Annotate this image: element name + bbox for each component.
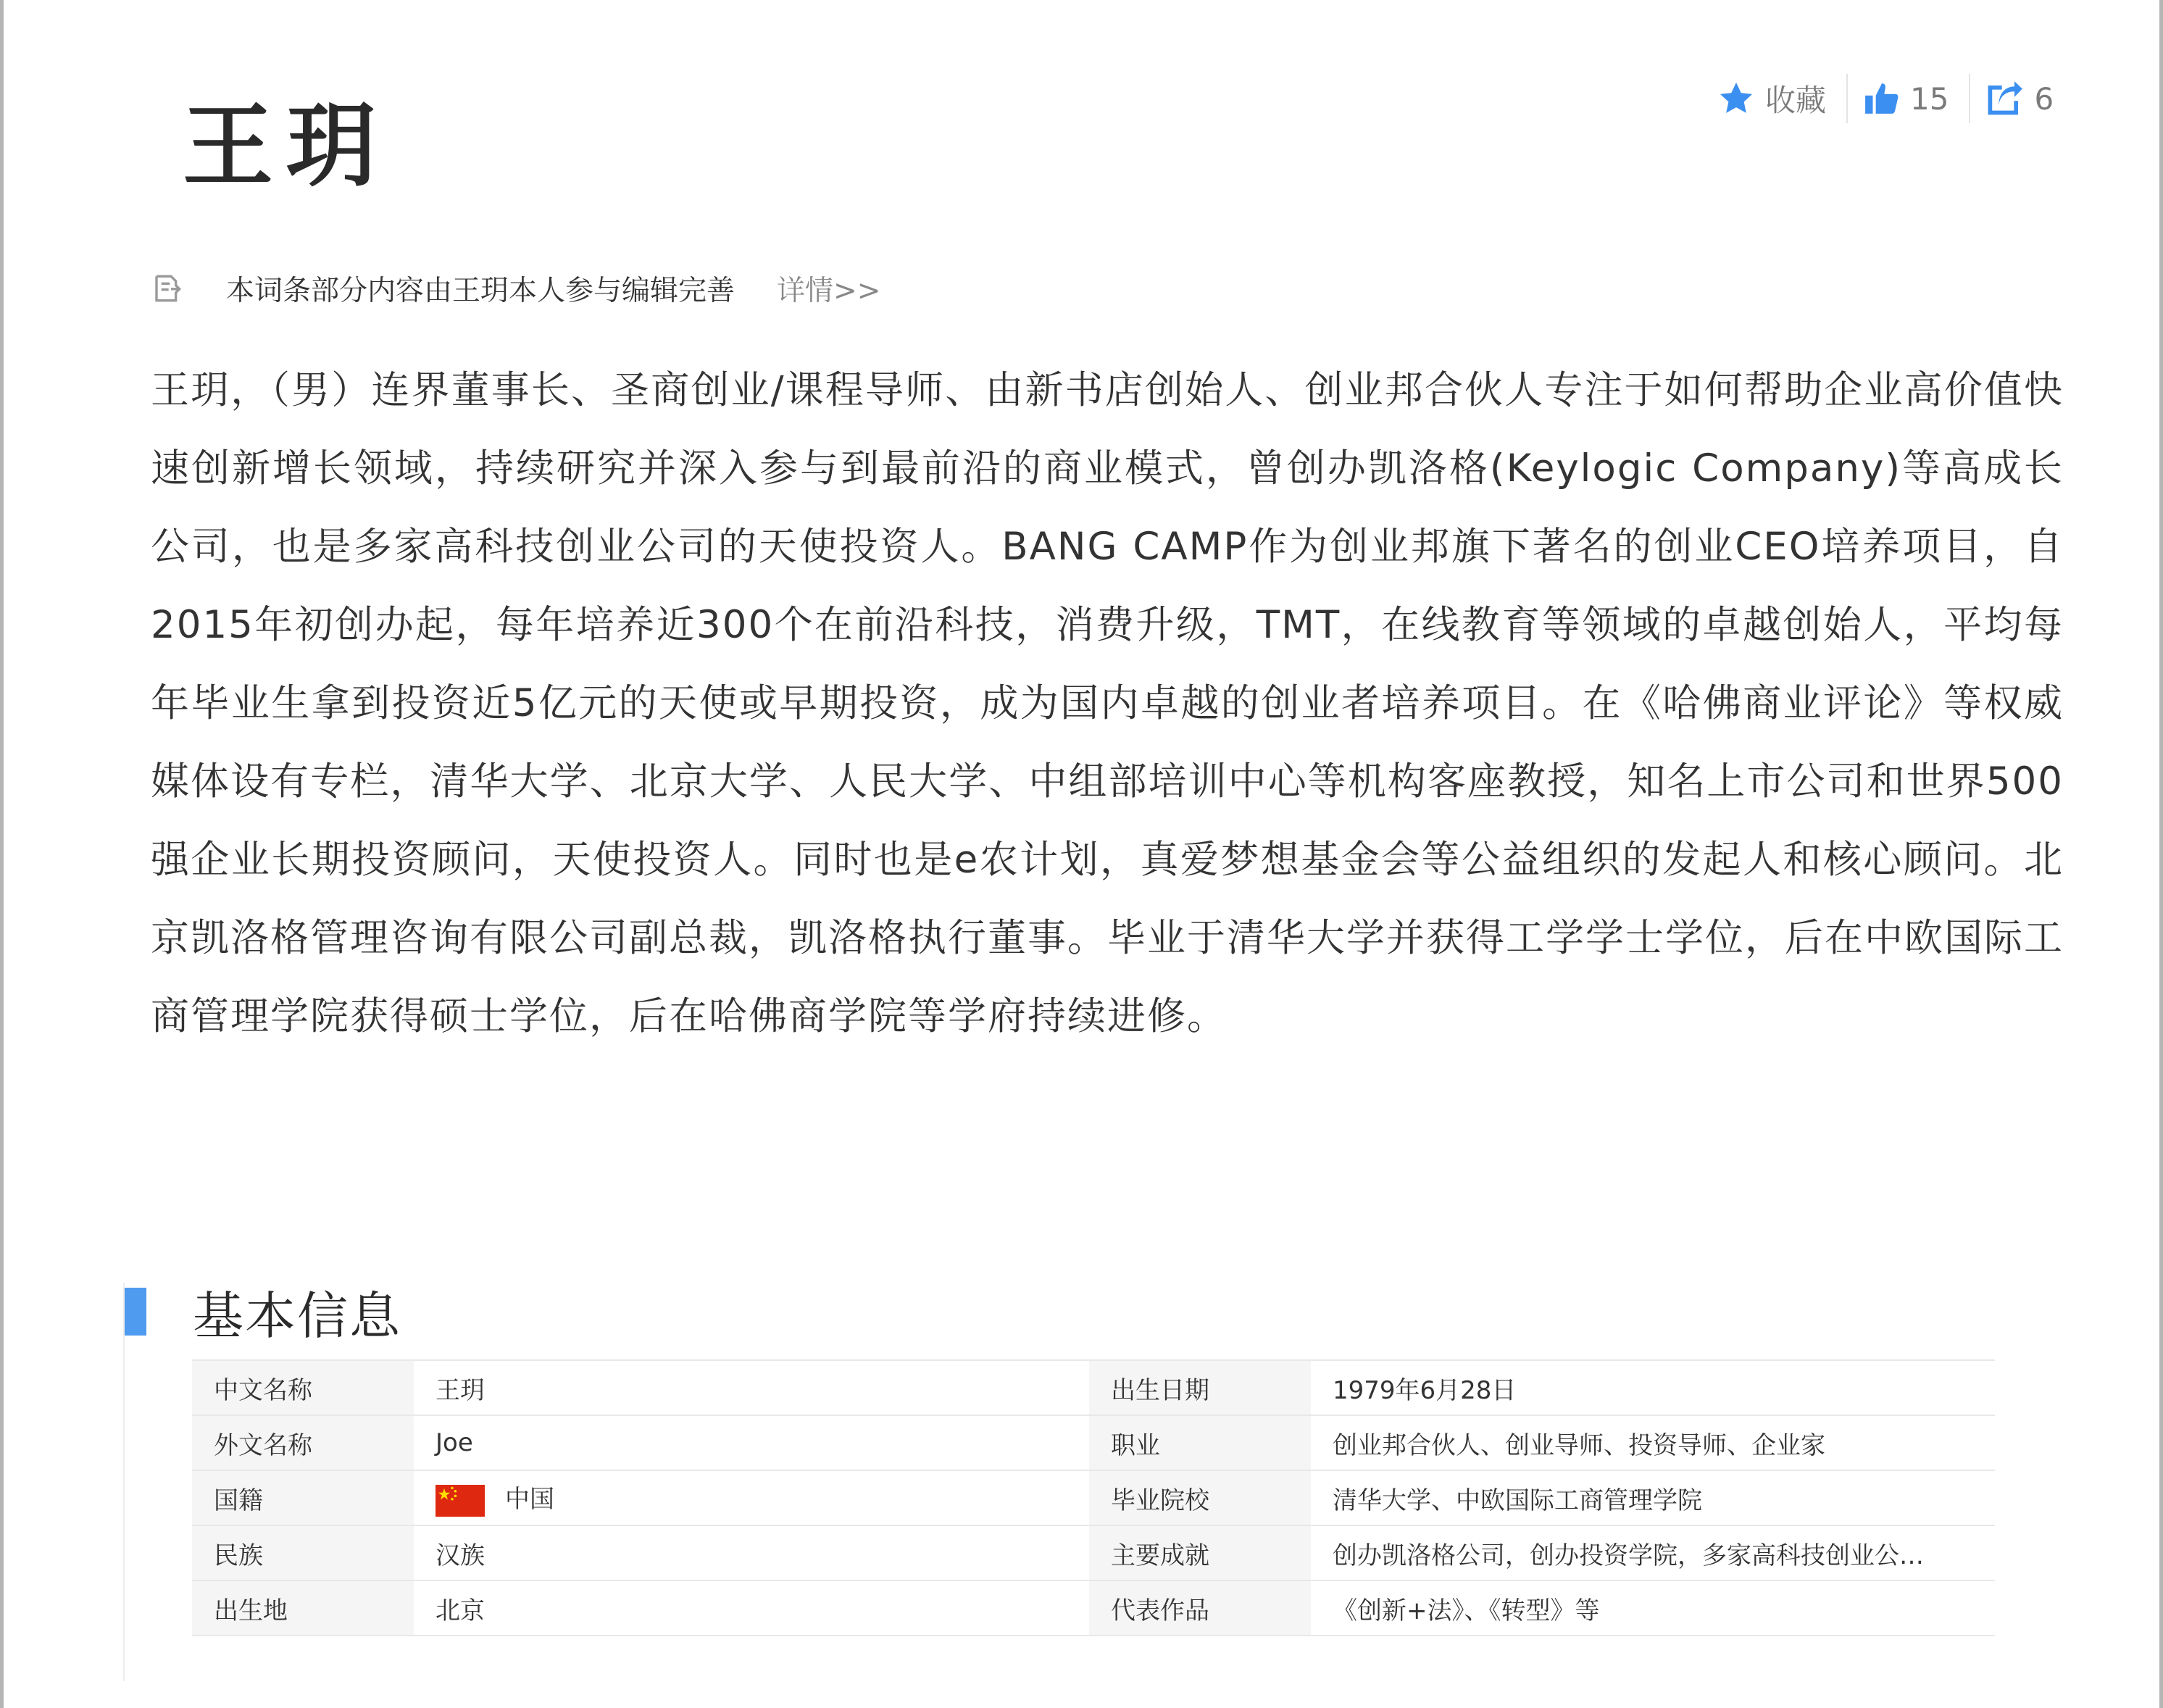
edit-note-text: 本词条部分内容由王玥本人参与编辑完善 bbox=[226, 275, 735, 307]
info-value bbox=[414, 1470, 1089, 1525]
favorite-button[interactable] bbox=[1717, 70, 1826, 128]
info-label: 职业 bbox=[1089, 1415, 1311, 1470]
nationality-value: 中国 bbox=[505, 1485, 554, 1515]
panel-edge bbox=[123, 1283, 125, 1681]
info-label: 毕业院校 bbox=[1089, 1470, 1311, 1525]
table-row bbox=[192, 1525, 1995, 1580]
info-value: 1979年6月28日 bbox=[1311, 1360, 1995, 1415]
like-button[interactable] bbox=[1864, 70, 1949, 128]
table-row bbox=[192, 1360, 1995, 1415]
share-icon bbox=[1986, 80, 2024, 117]
window-right-edge bbox=[2159, 0, 2163, 1708]
star-icon bbox=[1717, 80, 1755, 117]
share-count: 6 bbox=[2034, 80, 2054, 117]
thumbs-up-icon bbox=[1864, 80, 1900, 117]
info-value: 汉族 bbox=[414, 1525, 1089, 1580]
edit-note bbox=[152, 267, 880, 310]
info-label: 外文名称 bbox=[192, 1415, 414, 1470]
edit-document-icon bbox=[152, 274, 183, 303]
info-label: 国籍 bbox=[192, 1470, 414, 1525]
basic-info-heading bbox=[125, 1283, 401, 1346]
action-bar bbox=[1717, 70, 2054, 128]
table-row bbox=[192, 1470, 1995, 1525]
info-label: 出生地 bbox=[192, 1580, 414, 1636]
info-label: 出生日期 bbox=[1089, 1360, 1311, 1415]
window-left-edge bbox=[0, 0, 4, 1708]
info-label: 民族 bbox=[192, 1525, 414, 1580]
like-count: 15 bbox=[1910, 80, 1949, 117]
china-flag-icon bbox=[435, 1485, 485, 1517]
page-title: 王玥 bbox=[183, 94, 390, 199]
table-row bbox=[192, 1415, 1995, 1470]
info-label: 代表作品 bbox=[1089, 1580, 1311, 1636]
detail-link[interactable]: 详情>> bbox=[777, 275, 881, 307]
info-label: 中文名称 bbox=[192, 1360, 414, 1415]
info-value: 《创新+法》、《转型》等 bbox=[1311, 1580, 1995, 1636]
divider bbox=[1969, 74, 1970, 123]
info-value: 清华大学、中欧国际工商管理学院 bbox=[1311, 1470, 1995, 1525]
summary-paragraph: 王玥，（男）连界董事长、圣商创业/课程导师、由新书店创始人、创业邦合伙人专注于如何帮助企业高价值快速创新增长领域，持续研究并深入参与到最前沿的商业模式，曾创办凯洛格(Keylogic Company)等高成长公司，也是多家高科技创业公司的天使投资人。BANG CAMP作为创业邦旗下著名的创业CEO培养项目，自2015年初创办起，每年培养近300个在前沿科技，消费升级，TMT，在线教育等领域的卓越创始人，平均每年毕业生拿到投资近5亿元的天使或早期投资，成为国内卓越的创业者培养项目。在《哈佛商业评论》等权威媒体设有专栏，清华大学、北京大学、人民大学、中组部培训中心等机构客座教授，知名上市公司和世界500强企业长期投资顾问，天使投资人。同时也是e农计划，真爱梦想基金会等公益组织的发起人和核心顾问。北京凯洛格管理咨询有限公司副总裁，凯洛格执行董事。毕业于清华大学并获得工学学士学位，后在中欧国际工商管理学院获得硕士学位，后在哈佛商学院等学府持续进修。 bbox=[151, 368, 2064, 1038]
info-value: 创办凯洛格公司，创办投资学院，多家高科技创业公… bbox=[1311, 1525, 1995, 1580]
info-value: 北京 bbox=[414, 1580, 1089, 1636]
info-value: 王玥 bbox=[414, 1360, 1089, 1415]
favorite-label: 收藏 bbox=[1765, 83, 1827, 118]
section-accent-bar bbox=[125, 1288, 146, 1336]
info-value: Joe bbox=[414, 1415, 1089, 1470]
share-button[interactable] bbox=[1986, 70, 2054, 128]
table-row bbox=[192, 1580, 1995, 1636]
divider bbox=[1846, 74, 1848, 123]
section-title: 基本信息 bbox=[193, 1286, 401, 1346]
basic-info-table bbox=[192, 1359, 1995, 1636]
info-label: 主要成就 bbox=[1089, 1525, 1311, 1580]
info-value: 创业邦合伙人、创业导师、投资导师、企业家 bbox=[1311, 1415, 1995, 1470]
